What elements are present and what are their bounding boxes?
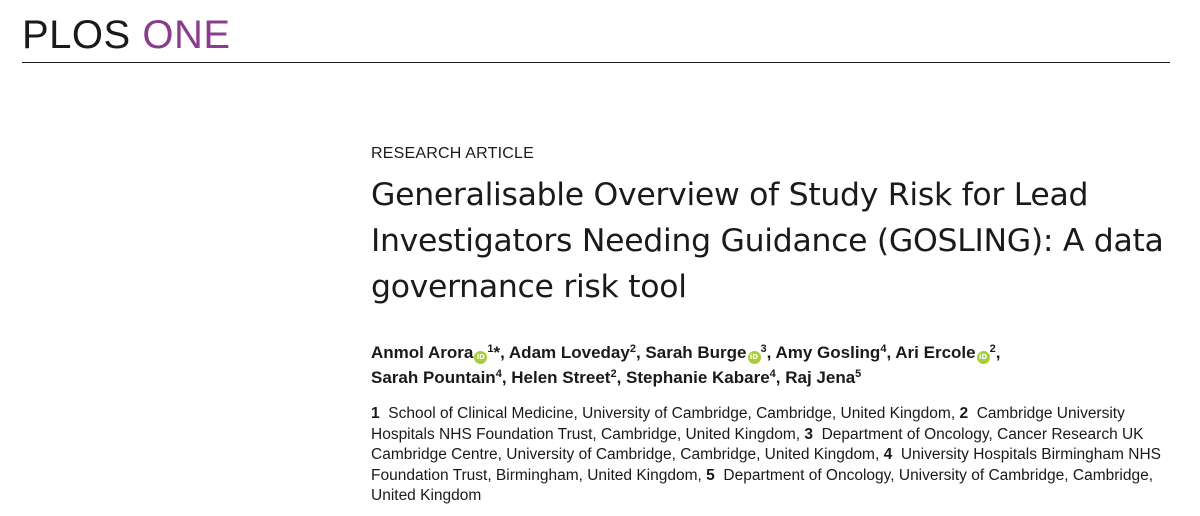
affiliation-text: Cambridge University Hospitals NHS Foundation Trust, Cambridge, United Kingdom xyxy=(371,405,1125,443)
journal-logo xyxy=(22,12,231,58)
author-name: Adam Loveday xyxy=(508,343,630,362)
author-name: Stephanie Kabare xyxy=(626,368,770,387)
author[interactable] xyxy=(645,343,766,362)
article-type: RESEARCH ARTICLE xyxy=(371,145,534,162)
author-name: Sarah Pountain xyxy=(371,368,496,387)
author[interactable] xyxy=(371,343,500,362)
author-affiliation-number: 4 xyxy=(880,343,887,355)
author-affiliation-number: 3 xyxy=(760,343,767,355)
author-name: Amy Gosling xyxy=(775,343,881,362)
logo-plos: PLOS xyxy=(22,13,131,57)
author[interactable] xyxy=(785,368,861,387)
affiliation-number: 2 xyxy=(959,405,969,422)
affiliation-list: 1 School of Clinical Medicine, University of Cambridge, Cambridge, United Kingdom, 2 Cambridge University Hospitals NHS Foundation Trust, Cambridge, United Kingdom, 3 Department of Oncology, Cancer Research UK Cambridge Centre, University of Cambridge, Cambridge, United Kingdom, 4 University Hospitals Birmingham NHS Foundation Trust, Birmingham, United Kingdom, 5 Department of Oncology, University of Cambridge, Cambridge, United Kingdom xyxy=(371,405,1161,505)
logo-one: ONE xyxy=(142,13,231,57)
orcid-icon[interactable]: iD xyxy=(748,351,761,364)
author[interactable] xyxy=(626,368,776,387)
affiliation-text: Department of Oncology, Cancer Research UK Cambridge Centre, University of Cambridge, Cambridge, United Kingdom xyxy=(371,425,1144,464)
author-affiliation-number: 2 xyxy=(629,343,636,355)
author-name: Anmol Arora xyxy=(371,343,474,362)
orcid-icon[interactable]: iD xyxy=(977,351,990,364)
orcid-icon[interactable]: iD xyxy=(474,351,487,364)
author-affiliation-number: 2 xyxy=(989,343,996,355)
author-affiliation-number: 1 xyxy=(487,343,494,355)
author-name: Sarah Burge xyxy=(645,343,747,362)
affiliation-text: School of Clinical Medicine, University of Cambridge, Cambridge, United Kingdom xyxy=(388,405,951,422)
author-affiliation-number: 4 xyxy=(769,368,776,380)
author[interactable] xyxy=(371,368,502,387)
author[interactable] xyxy=(511,368,616,387)
affiliation-number: 1 xyxy=(371,405,380,422)
affiliation-text: Department of Oncology, University of Cambridge, Cambridge, United Kingdom xyxy=(371,466,1153,505)
author-name: Raj Jena xyxy=(785,368,856,387)
affiliation xyxy=(371,405,951,422)
author[interactable] xyxy=(509,343,636,362)
author-affiliation-number: 2 xyxy=(610,368,617,380)
affiliation-text: University Hospitals Birmingham NHS Foundation Trust, Birmingham, United Kingdom xyxy=(371,446,1161,484)
author-list: Anmol Arora $iD^1*$, Adam Loveday$^2$, Sarah Burge $iD^3$, Amy Gosling$^4$, Ari Ercole $iD^2$, Sarah Pountain$^4$, Helen Street$^2$, Stephanie Kabare$^4$, Raj Jena$^5$ xyxy=(371,343,1001,387)
author-name: Helen Street xyxy=(511,368,611,387)
author-name: Ari Ercole xyxy=(895,343,976,362)
header-divider xyxy=(22,62,1170,63)
author-affiliation-number: 5 xyxy=(855,368,862,380)
affiliation-number: 5 xyxy=(706,466,715,484)
article-title: Generalisable Overview of Study Risk for Lead Investigators Needing Guidance (GOSLING): A data governance risk tool xyxy=(371,177,1164,305)
author[interactable] xyxy=(895,343,995,362)
affiliation-number: 3 xyxy=(804,425,813,443)
author-affiliation-number: 4 xyxy=(495,368,502,380)
corresponding-author-marker: * xyxy=(493,343,501,362)
affiliation-number: 4 xyxy=(883,446,893,464)
author[interactable] xyxy=(775,343,886,362)
